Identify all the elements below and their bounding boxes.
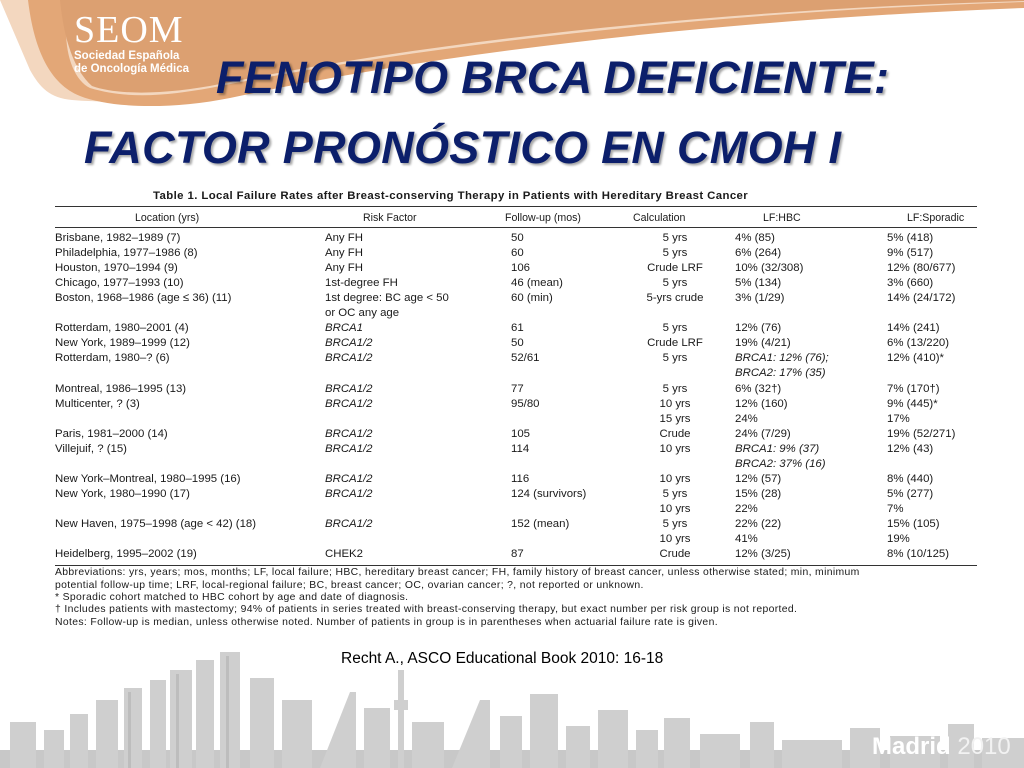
table-row <box>55 383 977 398</box>
cell-follow-up: 61 <box>511 322 524 335</box>
table-row <box>55 443 977 458</box>
table-top-rule <box>55 206 977 207</box>
cell-location: Boston, 1968–1986 (age ≤ 36) (11) <box>55 292 232 305</box>
cell-lf-hbc: BRCA1: 12% (76); <box>735 352 829 365</box>
cell-follow-up: 60 (min) <box>511 292 553 305</box>
cell-lf-sporadic: 9% (517) <box>887 247 934 260</box>
table-row <box>55 352 977 367</box>
table-header-rule <box>55 227 977 228</box>
col-header-lf-sporadic: LF:Sporadic <box>907 212 965 224</box>
cell-calculation: 5 yrs <box>662 382 688 395</box>
cell-follow-up: 60 <box>511 247 524 260</box>
cell-calculation: 5 yrs <box>662 517 688 530</box>
cell-risk-factor: CHEK2 <box>325 548 363 561</box>
cell-lf-sporadic: 14% (24/172) <box>887 292 956 305</box>
cell-follow-up: 124 (survivors) <box>511 487 587 500</box>
col-header-location: Location (yrs) <box>135 212 200 224</box>
cell-lf-sporadic: 12% (43) <box>887 442 934 455</box>
cell-lf-sporadic: 8% (10/125) <box>887 548 950 561</box>
cell-lf-hbc: 12% (76) <box>735 322 782 335</box>
cell-calculation: 5 yrs <box>662 352 688 365</box>
table-footnotes <box>55 567 977 629</box>
org-name-line2: de Oncología Médica <box>74 63 190 75</box>
cell-lf-hbc: BRCA1: 9% (37) <box>735 442 820 455</box>
cell-location: Heidelberg, 1995–2002 (19) <box>55 548 197 561</box>
table-row <box>55 548 977 563</box>
cell-lf-sporadic: 7% <box>887 502 904 515</box>
cell-follow-up: 87 <box>511 548 524 561</box>
org-name-line1: Sociedad Española <box>74 50 180 62</box>
cell-follow-up: 95/80 <box>511 397 540 410</box>
cell-calculation: 15 yrs <box>659 412 691 425</box>
cell-location: New York, 1989–1999 (12) <box>55 337 190 350</box>
cell-lf-hbc: 19% (4/21) <box>735 337 791 350</box>
slide-title-line2: FACTOR PRONÓSTICO EN CMOH I <box>84 122 842 173</box>
cell-lf-sporadic: 9% (445)* <box>887 397 938 410</box>
cell-location: Montreal, 1986–1995 (13) <box>55 382 187 395</box>
table-caption: Table 1. Local Failure Rates after Breast-conserving Therapy in Patients with Hereditary Breast Cancer <box>153 190 749 202</box>
cell-lf-hbc: 12% (3/25) <box>735 548 791 561</box>
results-table <box>55 189 977 635</box>
cell-lf-hbc: 4% (85) <box>735 232 775 244</box>
cell-risk-factor: BRCA1/2 <box>325 427 373 440</box>
seom-logo: SEOM <box>74 9 184 51</box>
cell-lf-sporadic: 12% (410)* <box>887 352 944 365</box>
footnote-line: † Includes patients with mastectomy; 94% of patients in series treated with breast-conserving therapy, but exact number per risk group is not reported. <box>55 604 798 616</box>
cell-lf-hbc: 12% (160) <box>735 397 788 410</box>
cell-risk-factor: BRCA1/2 <box>325 487 373 500</box>
cell-lf-hbc: 6% (32†) <box>735 382 782 395</box>
cell-lf-hbc: 10% (32/308) <box>735 262 804 275</box>
cell-risk-factor: BRCA1/2 <box>325 517 373 530</box>
footer-year: 2010 <box>957 733 1011 760</box>
footnote-line: potential follow-up time; LRF, local-regional failure; BC, breast cancer; OC, ovarian cancer; ?, not reported or unknown. <box>55 579 644 591</box>
cell-location: Brisbane, 1982–1989 (7) <box>55 232 181 244</box>
cell-lf-hbc: 24% <box>735 412 758 425</box>
table-row <box>55 488 977 503</box>
cell-follow-up: 106 <box>511 262 531 275</box>
cell-risk-factor: BRCA1/2 <box>325 442 373 455</box>
table-row <box>55 292 977 307</box>
cell-risk-factor: BRCA1/2 <box>325 382 373 395</box>
cell-lf-sporadic: 14% (241) <box>887 322 940 335</box>
cell-location: Houston, 1970–1994 (9) <box>55 262 178 275</box>
cell-calculation: 10 yrs <box>659 397 691 410</box>
cell-location: Villejuif, ? (15) <box>55 442 127 455</box>
cell-lf-sporadic: 3% (660) <box>887 277 934 290</box>
cell-follow-up: 116 <box>511 472 530 485</box>
cell-follow-up: 46 (mean) <box>511 277 563 290</box>
cell-location: New York, 1980–1990 (17) <box>55 487 190 500</box>
citation: Recht A., ASCO Educational Book 2010: 16-18 <box>341 650 664 667</box>
cell-follow-up: 152 (mean) <box>511 517 570 530</box>
cell-follow-up: 114 <box>511 442 530 455</box>
cell-lf-hbc: 3% (1/29) <box>735 292 785 305</box>
cell-lf-sporadic: 5% (418) <box>887 232 934 244</box>
table-row <box>55 262 977 277</box>
table-row <box>55 398 977 413</box>
cell-lf-sporadic: 5% (277) <box>887 487 934 500</box>
cell-calculation: 10 yrs <box>659 472 691 485</box>
cell-risk-factor: BRCA1/2 <box>325 337 373 350</box>
table-row <box>55 367 977 382</box>
cell-risk-factor: 1st degree: BC age < 50 <box>325 292 449 305</box>
table-row <box>55 503 977 518</box>
cell-lf-sporadic: 8% (440) <box>887 472 934 485</box>
col-header-follow-up: Follow-up (mos) <box>505 212 581 224</box>
cell-lf-hbc: BRCA2: 37% (16) <box>735 457 826 470</box>
col-header-lf-hbc: LF:HBC <box>763 212 801 224</box>
cell-calculation: Crude LRF <box>647 337 703 350</box>
cell-location: Rotterdam, 1980–? (6) <box>55 352 170 365</box>
cell-location: Philadelphia, 1977–1986 (8) <box>55 247 198 260</box>
table-row <box>55 307 977 322</box>
cell-risk-factor: Any FH <box>325 232 363 244</box>
cell-risk-factor: BRCA1/2 <box>325 397 373 410</box>
cell-lf-hbc: 22% <box>735 502 758 515</box>
cell-risk-factor: or OC any age <box>325 307 400 320</box>
cell-risk-factor: BRCA1/2 <box>325 352 373 365</box>
cell-calculation: 10 yrs <box>659 533 691 545</box>
footnote-line: Notes: Follow-up is median, unless otherwise noted. Number of patients in group is in parentheses when actuarial failure rate is given. <box>55 616 718 628</box>
footer-city-year <box>872 733 1011 761</box>
cell-lf-sporadic: 19% <box>887 533 910 545</box>
cell-calculation: 5 yrs <box>662 322 688 335</box>
cell-lf-sporadic: 17% <box>887 412 910 425</box>
cell-lf-hbc: BRCA2: 17% (35) <box>735 367 826 380</box>
cell-risk-factor: BRCA1/2 <box>325 472 373 485</box>
footnote-line: * Sporadic cohort matched to HBC cohort by age and date of diagnosis. <box>55 591 409 603</box>
footnote-line: Abbreviations: yrs, years; mos, months; LF, local failure; HBC, hereditary breast cancer; FH, family history of breast cancer, unless otherwise stated; min, minimum <box>55 567 860 579</box>
table-row <box>55 473 977 488</box>
cell-location: New York–Montreal, 1980–1995 (16) <box>55 472 241 485</box>
cell-follow-up: 50 <box>511 337 524 350</box>
cell-lf-sporadic: 6% (13/220) <box>887 337 950 350</box>
cell-risk-factor: Any FH <box>325 262 363 275</box>
table-row <box>55 337 977 352</box>
cell-calculation: 5 yrs <box>662 232 688 244</box>
table-row <box>55 428 977 443</box>
cell-lf-hbc: 6% (264) <box>735 247 782 260</box>
cell-lf-sporadic: 7% (170†) <box>887 382 940 395</box>
cell-lf-hbc: 22% (22) <box>735 517 782 530</box>
footer-city: Madrid <box>872 733 951 760</box>
table-row <box>55 247 977 262</box>
cell-location: New Haven, 1975–1998 (age < 42) (18) <box>55 517 257 530</box>
table-row <box>55 277 977 292</box>
cell-calculation: 10 yrs <box>659 442 691 455</box>
cell-risk-factor: BRCA1 <box>325 322 363 335</box>
cell-calculation: Crude <box>659 427 691 440</box>
cell-lf-sporadic: 12% (80/677) <box>887 262 956 275</box>
cell-calculation: 5 yrs <box>662 247 688 260</box>
table-row <box>55 232 977 247</box>
cell-follow-up: 50 <box>511 232 524 244</box>
cell-follow-up: 105 <box>511 427 531 440</box>
cell-calculation: 5 yrs <box>662 487 688 500</box>
cell-calculation: Crude <box>659 548 691 561</box>
cell-risk-factor: Any FH <box>325 247 363 260</box>
table-bottom-rule <box>55 565 977 566</box>
col-header-risk-factor: Risk Factor <box>363 212 417 224</box>
madrid-skyline <box>0 630 1024 768</box>
cell-calculation: Crude LRF <box>647 262 703 275</box>
cell-calculation: 10 yrs <box>659 502 691 515</box>
cell-lf-hbc: 12% (57) <box>735 472 782 485</box>
table-row <box>55 533 977 548</box>
col-header-calculation: Calculation <box>633 212 686 224</box>
cell-location: Paris, 1981–2000 (14) <box>55 427 168 440</box>
cell-lf-hbc: 15% (28) <box>735 487 782 500</box>
cell-follow-up: 52/61 <box>511 352 540 365</box>
table-row <box>55 458 977 473</box>
table-row <box>55 518 977 533</box>
cell-risk-factor: 1st-degree FH <box>325 277 398 290</box>
org-name <box>74 50 189 76</box>
cell-calculation: 5-yrs crude <box>646 292 704 305</box>
cell-lf-hbc: 41% <box>735 533 758 545</box>
cell-lf-sporadic: 19% (52/271) <box>887 427 956 440</box>
cell-calculation: 5 yrs <box>662 277 688 290</box>
cell-location: Multicenter, ? (3) <box>55 397 140 410</box>
cell-lf-hbc: 24% (7/29) <box>735 427 791 440</box>
cell-lf-hbc: 5% (134) <box>735 277 782 290</box>
cell-follow-up: 77 <box>511 382 524 395</box>
table-row <box>55 322 977 337</box>
table-row <box>55 413 977 428</box>
cell-location: Chicago, 1977–1993 (10) <box>55 277 184 290</box>
cell-lf-sporadic: 15% (105) <box>887 517 940 530</box>
cell-location: Rotterdam, 1980–2001 (4) <box>55 322 189 335</box>
slide-title-line1: FENOTIPO BRCA DEFICIENTE: <box>216 52 890 103</box>
